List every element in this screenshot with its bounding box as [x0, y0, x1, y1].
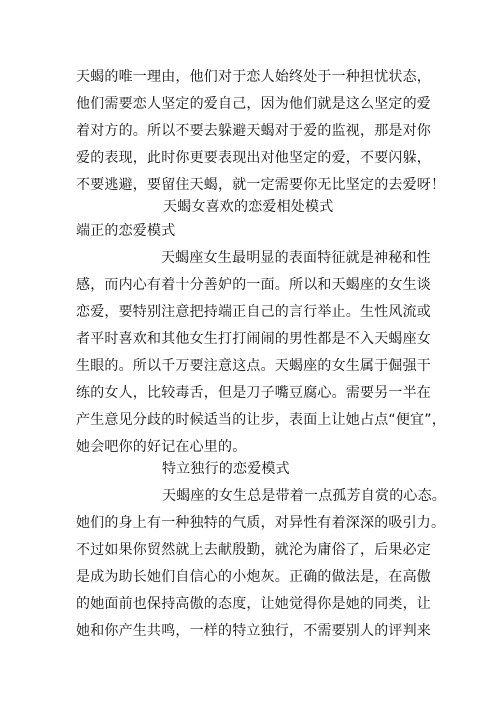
text-line: 她会吧你的好记在心里的。 [76, 439, 247, 455]
text-line: 生眼的。所以千万要注意这点。天蝎座的女生属于倔强干 [76, 358, 431, 374]
text-line: 不要逃避，要留住天蝎，就一定需要你无比坚定的去爱呀！ [76, 177, 446, 193]
text-line: 不过如果你贸然就上去献殷勤，就沦为庸俗了，后果必定 [76, 542, 431, 558]
text-line: 天蝎座的女生总是带着一点孤芳自赏的心态。 [162, 488, 446, 504]
text-line: 她们的身上有一种独特的气质，对异性有着深深的吸引力。 [76, 515, 446, 531]
text-line: 着对方的。所以不要去躲避天蝎对于爱的监视，那是对你 [76, 123, 431, 139]
section-heading: 天蝎女喜欢的恋爱相处模式 [163, 199, 334, 215]
text-line: 爱的表现，此时你更要表现出对他坚定的爱，不要闪躲， [76, 150, 431, 166]
text-line: 她和你产生共鸣，一样的特立独行，不需要别人的评判来 [76, 623, 431, 639]
subsection-heading: 端正的恋爱模式 [76, 223, 176, 239]
text-line: 他们需要恋人坚定的爱自己，因为他们就是这么坚定的爱 [76, 96, 431, 112]
text-line: 天蝎的唯一理由，他们对于恋人始终处于一种担忧状态， [76, 69, 431, 85]
text-line: 产生意见分歧的时候适当的让步，表面上让她占点“便宜”， [76, 412, 446, 428]
text-line: 天蝎座女生最明显的表面特征就是神秘和性 [161, 250, 431, 266]
text-line: 的她面前也保持高傲的态度，让她觉得你是她的同类，让 [76, 596, 431, 612]
text-line: 感，而内心有着十分善妒的一面。所以和天蝎座的女生谈 [76, 277, 431, 293]
text-line: 是成为助长她们自信心的小炮灰。正确的做法是，在高傲 [76, 569, 431, 585]
text-line: 恋爱，要特别注意把持端正自己的言行举止。生性风流或 [76, 304, 431, 320]
text-line: 者平时喜欢和其他女生打打闹闹的男性都是不入天蝎座女 [76, 331, 431, 347]
subsection-heading: 特立独行的恋爱模式 [162, 461, 290, 477]
text-line: 练的女人，比较毒舌，但是刀子嘴豆腐心。需要另一半在 [76, 385, 431, 401]
